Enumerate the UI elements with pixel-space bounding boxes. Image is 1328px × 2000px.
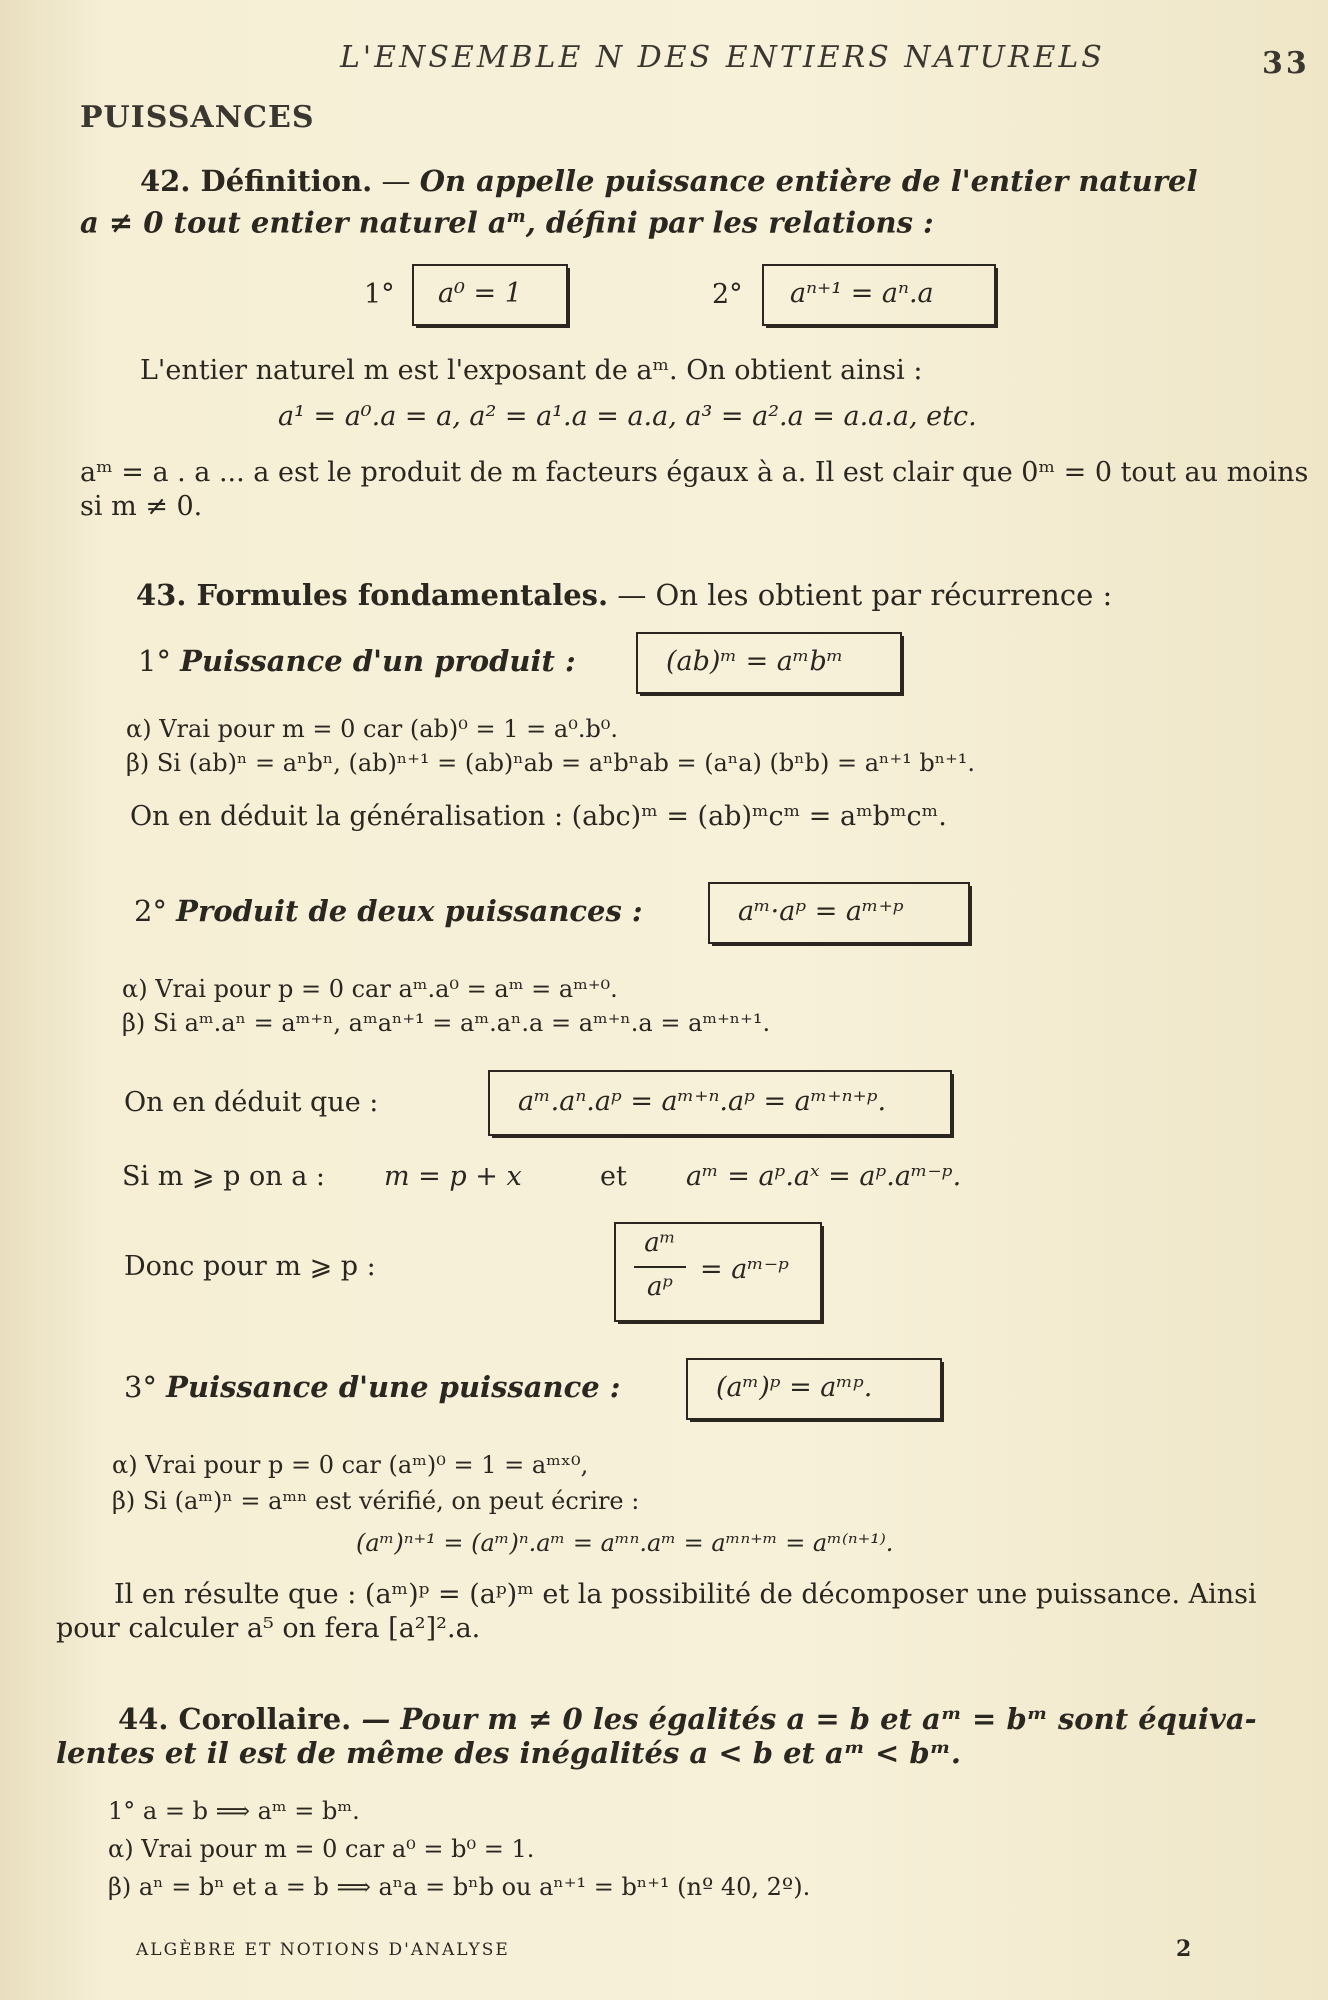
- property-1-heading: [138, 644, 576, 678]
- therefore-text: Donc pour m ⩾ p :: [124, 1251, 376, 1282]
- relation-1-label: 1°: [364, 279, 395, 310]
- quotient-denominator: aᵖ: [647, 1272, 673, 1302]
- formulas-intro: — On les obtient par récurrence :: [608, 578, 1113, 612]
- corollary-number: 44. Corollaire.: [118, 1702, 352, 1736]
- result-line-1: Il en résulte que : (aᵐ)ᵖ = (aᵖ)ᵐ et la possibilité de décomposer une puissance. Ainsi: [114, 1579, 1257, 1610]
- deduction-formula: aᵐ.aⁿ.aᵖ = aᵐ⁺ⁿ.aᵖ = aᵐ⁺ⁿ⁺ᵖ.: [518, 1086, 887, 1117]
- definition-line-2-a: a ≠ 0 tout entier naturel a: [80, 205, 507, 240]
- property-2-formula: aᵐ·aᵖ = aᵐ⁺ᵖ: [738, 896, 904, 927]
- relation-2: aⁿ⁺¹ = aⁿ.a: [790, 278, 934, 309]
- property-3-label: 3°: [124, 1370, 167, 1404]
- property-2-beta: β) Si aᵐ.aⁿ = aᵐ⁺ⁿ, aᵐaⁿ⁺¹ = aᵐ.aⁿ.a = aᵐ⁺ⁿ.a = aᵐ⁺ⁿ⁺¹.: [122, 1009, 771, 1037]
- property-3-formula: (aᵐ)ᵖ = aᵐᵖ.: [716, 1372, 873, 1403]
- definition-dash: —: [372, 164, 420, 198]
- property-2-label: 2°: [134, 894, 177, 928]
- formulas-number: 43. Formules fondamentales.: [136, 578, 609, 612]
- exponent-equations: a¹ = a⁰.a = a, a² = a¹.a = a.a, a³ = a².a = a.a.a, etc.: [278, 401, 977, 432]
- relation-1: a⁰ = 1: [438, 278, 522, 309]
- property-3-beta: β) Si (aᵐ)ⁿ = aᵐⁿ est vérifié, on peut écrire :: [112, 1487, 640, 1515]
- property-2-title: Produit de deux puissances :: [176, 894, 643, 928]
- property-1-title: Puissance d'un produit :: [180, 644, 576, 678]
- running-header: L'ENSEMBLE N DES ENTIERS NATURELS: [340, 40, 1105, 75]
- property-1-alpha: α) Vrai pour m = 0 car (ab)⁰ = 1 = a⁰.b⁰.: [126, 715, 619, 743]
- definition-line-1: On appelle puissance entière de l'entier naturel: [419, 164, 1198, 198]
- property-1-beta: β) Si (ab)ⁿ = aⁿbⁿ, (ab)ⁿ⁺¹ = (ab)ⁿab = aⁿbⁿab = (aⁿa) (bⁿb) = aⁿ⁺¹ bⁿ⁺¹.: [126, 749, 976, 777]
- exponent-text: L'entier naturel m est l'exposant de aᵐ. On obtient ainsi :: [140, 355, 923, 386]
- corollary-line-1: — Pour m ≠ 0 les égalités a = b et aᵐ = bᵐ sont équiva-: [351, 1702, 1257, 1736]
- quotient-bar: [634, 1266, 686, 1268]
- condition-text: Si m ⩾ p on a :: [122, 1161, 325, 1192]
- corollary-line-2: lentes et il est de même des inégalités a < b et aᵐ < bᵐ.: [56, 1736, 961, 1770]
- property-1-label: 1°: [138, 644, 181, 678]
- property-2-alpha: α) Vrai pour p = 0 car aᵐ.a⁰ = aᵐ = aᵐ⁺⁰.: [122, 975, 618, 1003]
- quotient-numerator: aᵐ: [644, 1228, 676, 1258]
- property-3-alpha: α) Vrai pour p = 0 car (aᵐ)⁰ = 1 = aᵐˣ⁰,: [112, 1451, 589, 1479]
- relation-2-label: 2°: [712, 279, 743, 310]
- corollary-heading: [118, 1702, 1257, 1736]
- condition-eq-1: m = p + x: [384, 1161, 522, 1192]
- property-2-heading: [134, 894, 643, 928]
- definition-line-2: [80, 200, 934, 240]
- property-1-formula: (ab)ᵐ = aᵐbᵐ: [666, 646, 844, 677]
- footer-book-title: ALGÈBRE ET NOTIONS D'ANALYSE: [136, 1940, 510, 1960]
- deduction-text: On en déduit que :: [124, 1087, 379, 1118]
- product-line-2: si m ≠ 0.: [80, 491, 203, 522]
- definition-sup: m: [506, 206, 526, 227]
- definition-line-2-b: , défini par les relations :: [525, 205, 934, 240]
- condition-and: et: [600, 1161, 627, 1192]
- page-number: 33: [1262, 46, 1310, 81]
- corollary-alpha: α) Vrai pour m = 0 car a⁰ = b⁰ = 1.: [108, 1835, 535, 1863]
- quotient-result: = aᵐ⁻ᵖ: [700, 1254, 789, 1285]
- property-3-beta-equation: (aᵐ)ⁿ⁺¹ = (aᵐ)ⁿ.aᵐ = aᵐⁿ.aᵐ = aᵐⁿ⁺ᵐ = aᵐ⁽ⁿ⁺¹⁾.: [356, 1529, 894, 1557]
- property-1-generalisation: On en déduit la généralisation : (abc)ᵐ = (ab)ᵐcᵐ = aᵐbᵐcᵐ.: [130, 801, 947, 832]
- footer-page-marker: 2: [1176, 1936, 1192, 1962]
- definition-number: 42. Définition.: [140, 164, 373, 198]
- property-3-title: Puissance d'une puissance :: [166, 1370, 621, 1404]
- corollary-beta: β) aⁿ = bⁿ et a = b ⟹ aⁿa = bⁿb ou aⁿ⁺¹ = bⁿ⁺¹ (nº 40, 2º).: [108, 1873, 811, 1901]
- condition-eq-2: aᵐ = aᵖ.aˣ = aᵖ.aᵐ⁻ᵖ.: [686, 1161, 962, 1192]
- corollary-item-1: 1° a = b ⟹ aᵐ = bᵐ.: [108, 1797, 360, 1825]
- definition-heading: [140, 164, 1197, 198]
- property-3-heading: [124, 1370, 621, 1404]
- product-line-1: aᵐ = a . a ... a est le produit de m facteurs égaux à a. Il est clair que 0ᵐ = 0 tout au moins: [80, 457, 1309, 488]
- formulas-heading: [136, 578, 1112, 612]
- result-line-2: pour calculer a⁵ on fera [a²]².a.: [56, 1613, 481, 1644]
- section-title: PUISSANCES: [80, 100, 315, 135]
